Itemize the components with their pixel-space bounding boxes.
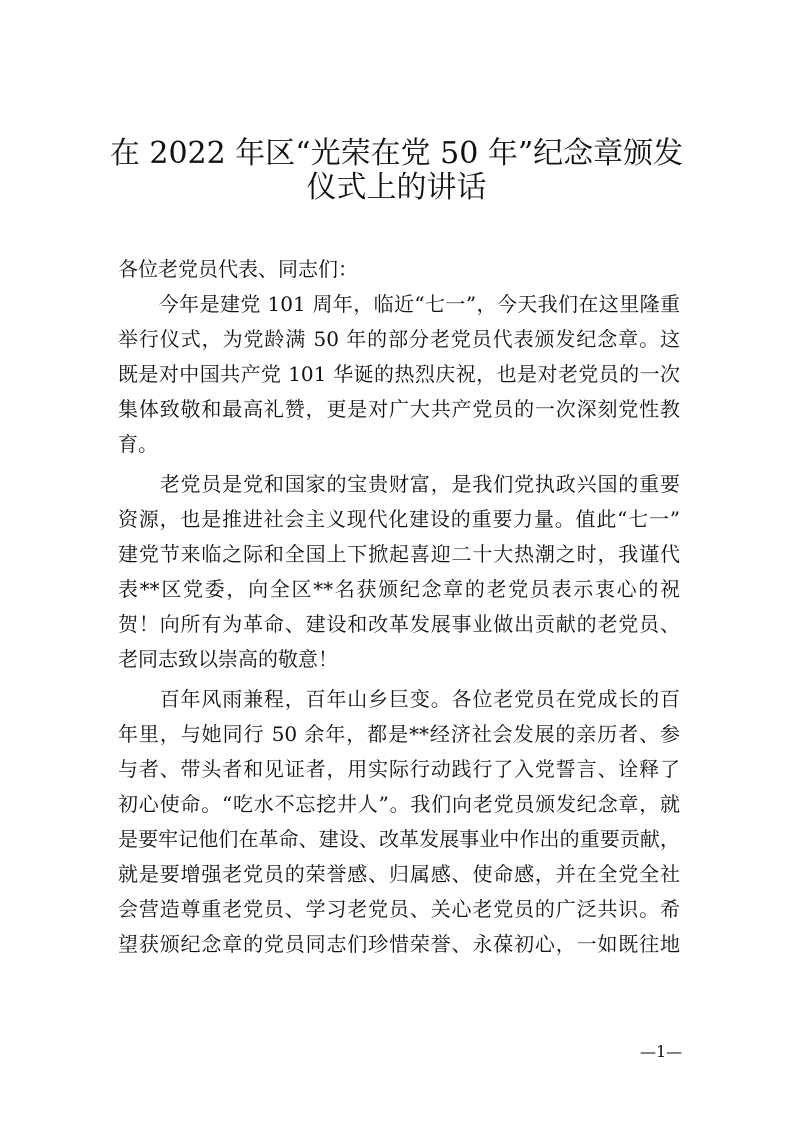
text-line: 今年是建党 101 周年，临近“七一”，今天我们在这里隆重 bbox=[118, 292, 680, 316]
text-line: 表**区党委，向全区**名获颁纪念章的老党员表示衷心的祝 bbox=[118, 577, 680, 601]
text-line: 老党员是党和国家的宝贵财富，是我们党执政兴国的重要 bbox=[118, 472, 680, 496]
text-line: 老同志致以崇高的敬意！ bbox=[118, 647, 338, 671]
text-line: 举行仪式，为党龄满 50 年的部分老党员代表颁发纪念章。这 bbox=[118, 327, 680, 351]
title-line-1: 在 2022 年区“光荣在党 50 年”纪念章颁发 bbox=[109, 136, 684, 171]
text-line: 百年风雨兼程，百年山乡巨变。各位老党员在党成长的百 bbox=[118, 687, 680, 711]
text-line: 与者、带头者和见证者，用实际行动践行了入党誓言、诠释了 bbox=[118, 757, 680, 781]
text-line: 初心使命。“吃水不忘挖井人”。我们向老党员颁发纪念章，就 bbox=[118, 792, 680, 816]
text-line: 建党节来临之际和全国上下掀起喜迎二十大热潮之时，我谨代 bbox=[118, 542, 680, 566]
title-line-2: 仪式上的讲话 bbox=[306, 170, 487, 205]
text-line: 集体致敬和最高礼赞，更是对广大共产党员的一次深刻党性教 bbox=[118, 397, 680, 421]
text-line: 会营造尊重老党员、学习老党员、关心老党员的广泛共识。希 bbox=[118, 897, 680, 921]
text-line: 贺！向所有为革命、建设和改革发展事业做出贡献的老党员、 bbox=[118, 612, 680, 636]
text-line: 既是对中国共产党 101 华诞的热烈庆祝，也是对老党员的一次 bbox=[118, 362, 680, 386]
text-line: 各位老党员代表、同志们： bbox=[118, 257, 358, 281]
text-line: 望获颁纪念章的党员同志们珍惜荣誉、永葆初心，一如既往地 bbox=[118, 932, 680, 956]
page-number: —1— bbox=[640, 1042, 683, 1061]
text-line: 就是要增强老党员的荣誉感、归属感、使命感，并在全党全社 bbox=[118, 862, 680, 886]
text-line: 育。 bbox=[118, 432, 158, 456]
text-line: 资源，也是推进社会主义现代化建设的重要力量。值此“七一” bbox=[118, 507, 680, 531]
text-line: 是要牢记他们在革命、建设、改革发展事业中作出的重要贡献， bbox=[118, 827, 680, 851]
text-line: 年里，与她同行 50 余年，都是**经济社会发展的亲历者、参 bbox=[118, 722, 680, 746]
